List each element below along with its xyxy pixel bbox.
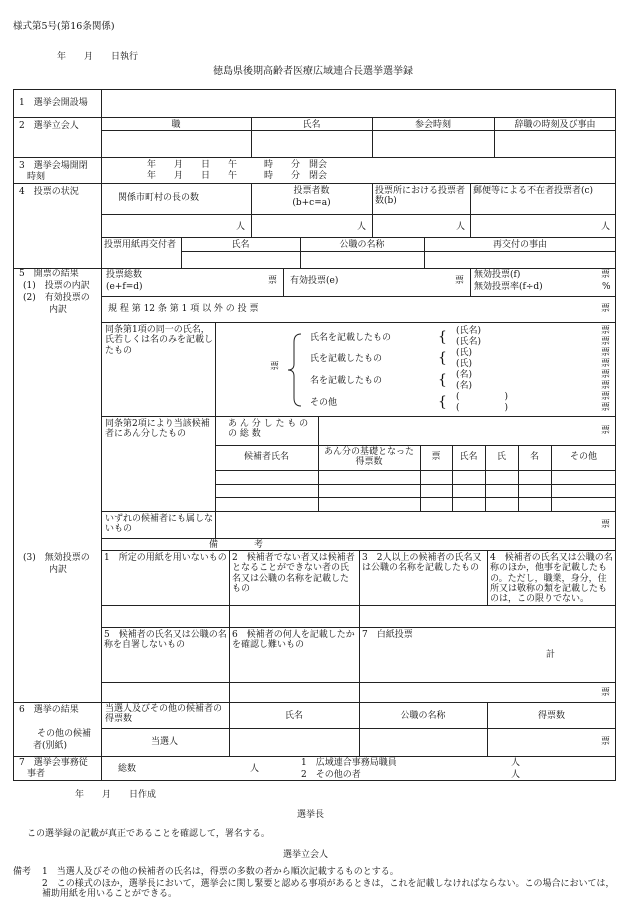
unit-person: 人 <box>456 222 466 232</box>
row3-label: 3 選挙会場開閉 <box>19 161 88 171</box>
candidate-slot: ( ) <box>456 403 509 413</box>
invalid-rate-label: 無効投票率(f÷d) <box>474 282 543 292</box>
left-brace-icon: { <box>438 372 447 388</box>
row6-other-2: 者(別紙) <box>33 741 68 751</box>
candidate-slot: (名) <box>456 370 473 380</box>
option-full-name: 氏名を記載したもの <box>310 333 392 343</box>
row4-label: 4 投票の状況 <box>19 187 79 197</box>
invalid-cat-4: 4 候補者の氏名又は公職の名称のほか，他事を記載したもの。ただし，職業，身分，住所又は敬称の類を記載したものは，この限りでない。 <box>490 553 613 605</box>
unit-person: 人 <box>601 222 611 232</box>
candidate-slot: ( ) <box>456 392 509 402</box>
prorate-label: 同条第2項により当該候補者にあん分したもの <box>105 419 210 440</box>
row6-label: 6 選挙の結果 <box>19 705 79 715</box>
results-col-post: 公職の名称 <box>400 711 446 721</box>
note-1: 1 当選人及びその他の候補者の氏名は，得票の多数の者から順次記載するものとする。 <box>42 867 399 877</box>
unit-vote: 票 <box>601 270 611 280</box>
notes-label: 備考 <box>13 867 32 877</box>
close-time: 年 月 日 午 時 分 閉会 <box>147 171 328 181</box>
unit-vote: 票 <box>601 688 611 698</box>
unit-vote: 票 <box>270 362 280 372</box>
witness-signature-label: 選挙立会人 <box>283 850 329 860</box>
invalid-votes-label: 無効投票(f) <box>474 270 521 280</box>
unit-vote: 票 <box>601 392 611 402</box>
unit-vote: 票 <box>601 304 611 314</box>
unit-vote: 票 <box>601 403 611 413</box>
unit-vote: 票 <box>268 276 278 286</box>
invalid-breakdown-label: (3) 無効投票の <box>23 553 90 563</box>
chair-signature-label: 選挙長 <box>297 810 325 820</box>
unit-vote: 票 <box>601 348 611 358</box>
date-made: 年 月 日作成 <box>75 790 157 800</box>
valid-votes-label: 有効投票(e) <box>290 276 339 286</box>
winner-label: 当選人 <box>151 737 179 747</box>
results-col-name: 氏名 <box>284 711 303 721</box>
reissue-col-post: 公職の名称 <box>339 240 385 250</box>
unit-person: 人 <box>250 764 260 774</box>
total-votes-label: 投票総数 <box>106 270 143 280</box>
col-name: 氏名 <box>302 120 321 130</box>
row5-sub1: (1) 投票の内訳 <box>23 281 90 291</box>
prorate-col-candidate: 候補者氏名 <box>243 452 289 462</box>
note-2: 2 この様式のほか，選挙長において，選挙会に関し緊要と認める事項があるときは，これを記載しなければならない。この場合においては，補助用紙を用いることができる。 <box>42 879 615 900</box>
option-other: その他 <box>310 398 338 408</box>
invalid-cat-7: 7 白紙投票 <box>362 630 413 640</box>
left-brace-icon <box>286 332 302 408</box>
results-head: 当選人及びその他の候補者の得票数 <box>105 704 223 725</box>
row5-sub2-b: 内訳 <box>49 305 68 315</box>
candidate-slot: (氏名) <box>456 326 482 336</box>
unit-vote: 票 <box>601 337 611 347</box>
mayor-count-label: 関係市町村の長の数 <box>118 193 200 203</box>
form-number: 様式第5号(第16条関係) <box>13 21 115 32</box>
candidate-slot: (名) <box>456 381 473 391</box>
row3-label-2: 時刻 <box>27 172 46 182</box>
row5-label: 5 開票の結果 <box>19 269 79 279</box>
execution-date: 年 月 日執行 <box>57 52 139 62</box>
total-votes-formula: (e+f=d) <box>106 282 143 292</box>
unit-vote: 票 <box>601 737 611 747</box>
unit-person: 人 <box>357 222 367 232</box>
candidate-slot: (氏) <box>456 359 473 369</box>
same-name-label: 同条第1項の同一の氏名，氏若しくは名のみを記載したもの <box>105 325 214 356</box>
confirm-text: この選挙録の記載が真正であることを確認して，署名する。 <box>27 829 270 839</box>
prorate-col-other: その他 <box>569 452 597 462</box>
results-col-votes: 得票数 <box>537 711 565 721</box>
invalid-cat-6: 6 候補者の何人を記載したかを確認し難いもの <box>232 630 355 651</box>
unit-vote: 票 <box>455 276 465 286</box>
reissue-label: 投票用紙再交付者 <box>104 240 177 250</box>
prorate-col-given: 名 <box>529 452 539 462</box>
candidate-slot: (氏) <box>456 348 473 358</box>
staff-item-2: 2 その他の者 <box>301 770 361 780</box>
page-title: 徳島県後期高齢者医療広域連合長選挙選挙録 <box>213 66 413 77</box>
col-resign: 辞職の時刻及び事由 <box>514 120 596 130</box>
reissue-col-reason: 再交付の事由 <box>492 240 547 250</box>
row7-label-2: 事者 <box>27 769 46 779</box>
voters-label: 投票者数 <box>293 186 330 196</box>
open-time: 年 月 日 午 時 分 開会 <box>147 160 328 170</box>
station-voters-label: 投票所における投票者数(b) <box>375 186 466 207</box>
col-arrival: 参会時刻 <box>414 120 451 130</box>
staff-total-label: 総数 <box>118 764 137 774</box>
unit-person: 人 <box>511 758 521 768</box>
unit-percent: % <box>602 282 611 292</box>
rule12-label: 規 程 第 12 条 第 1 項 以 外 の 投 票 <box>108 304 259 314</box>
invalid-cat-1: 1 所定の用紙を用いないもの <box>104 553 227 563</box>
reissue-col-name: 氏名 <box>231 240 250 250</box>
remarks-label: 備 考 <box>208 540 263 550</box>
unit-vote: 票 <box>601 381 611 391</box>
invalid-breakdown-label-2: 内訳 <box>49 565 68 575</box>
prorate-col-surname: 氏 <box>496 452 506 462</box>
unit-vote: 票 <box>601 359 611 369</box>
prorate-col-basis: あん分の基礎となった得票数 <box>323 447 414 468</box>
row1-label: 1 選挙会開設場 <box>19 98 88 108</box>
prorate-col-fullname: 氏名 <box>459 452 478 462</box>
candidate-slot: (氏名) <box>456 337 482 347</box>
row6-other: その他の候補 <box>37 729 92 739</box>
left-brace-icon: { <box>438 350 447 366</box>
unit-vote: 票 <box>601 326 611 336</box>
voters-formula: (b+c=a) <box>292 198 331 208</box>
unit-person: 人 <box>236 222 246 232</box>
staff-item-1: 1 広域連合事務局職員 <box>301 758 397 768</box>
option-surname: 氏を記載したもの <box>310 354 383 364</box>
row2-label: 2 選挙立会人 <box>19 121 79 131</box>
col-post: 職 <box>171 120 181 130</box>
no-candidate-label: いずれの候補者にも属しないもの <box>105 514 214 535</box>
absentee-voters-label: 郵便等による不在者投票者(c) <box>473 186 594 196</box>
unit-vote: 票 <box>601 370 611 380</box>
prorate-col-vote: 票 <box>431 452 441 462</box>
unit-vote: 票 <box>601 426 611 436</box>
invalid-cat-2: 2 候補者でない者又は候補者となることができない者の氏名又は公職の名称を記載したもの <box>232 553 355 595</box>
invalid-cat-3: 3 2人以上の候補者の氏名又は公職の名称を記載したもの <box>362 553 482 574</box>
invalid-total-label: 計 <box>546 650 556 660</box>
unit-vote: 票 <box>601 520 611 530</box>
prorate-total-label: あ ん 分 し た も の の 総 数 <box>228 419 309 440</box>
unit-person: 人 <box>511 770 521 780</box>
row7-label: 7 選挙会事務従 <box>19 758 88 768</box>
row5-sub2: (2) 有効投票の <box>23 293 90 303</box>
invalid-cat-5: 5 候補者の氏名又は公職の名称を自署しないもの <box>104 630 227 651</box>
left-brace-icon: { <box>438 329 447 345</box>
left-brace-icon: { <box>438 394 447 410</box>
option-given-name: 名を記載したもの <box>310 376 383 386</box>
